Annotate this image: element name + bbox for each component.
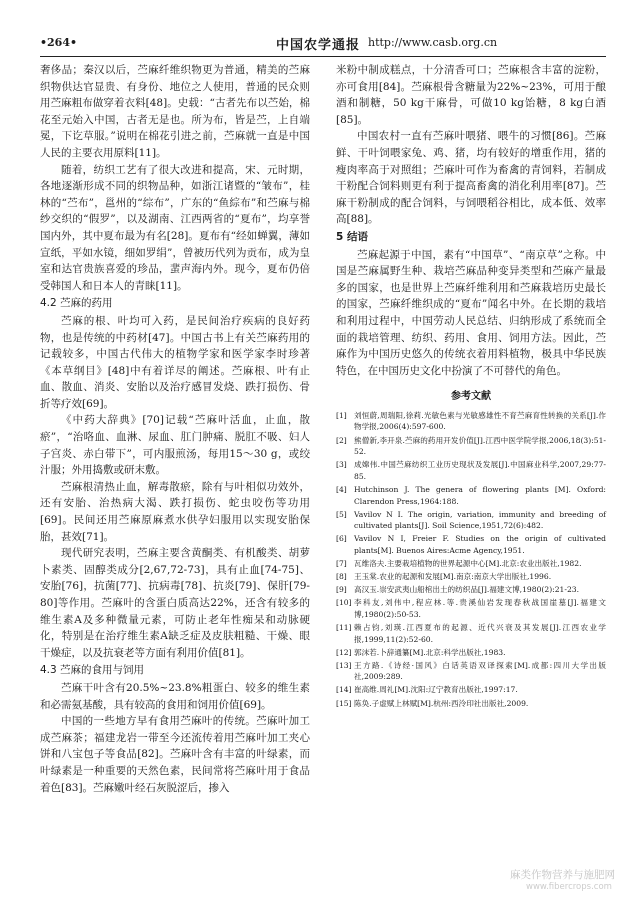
reference-number: [1]	[336, 410, 347, 420]
paragraph: 奢侈品；秦汉以后，苎麻纤维织物更为普通，精美的苎麻织物供达官显贵、有身份、地位之人使用，普通的民众则用苎麻粗布做穿着衣料[48]。史载：“古者先布以苎始，棉花至元始入中国，古者无是也。所为布，皆是苎，上自端冕，下讫草服。”说明在棉花引进之前，苎麻就一直是中国人民的主要衣用原料[11]。	[40, 64, 310, 159]
reference-text: 陈奂.子虚赋上林赋[M].杭州:西泠印社出版社,2009.	[354, 698, 529, 708]
reference-text: Hutchinson J. The genera of flowering plants [M]. Oxford: Clarendon Press,1964:188.	[354, 484, 606, 506]
paragraph: 苎麻干叶含有20.5%~23.8%粗蛋白、较多的维生素和必需氨基酸，具有较高的食用和饲用价值[69]。	[40, 681, 310, 711]
reference-item	[336, 459, 606, 482]
reference-item	[336, 698, 606, 710]
reference-item	[336, 597, 606, 620]
paragraph: 中国农村一直有苎麻叶喂猪、喂牛的习惯[86]。苎麻鲜、干叶饲喂家兔、鸡、猪，均有较好的增重作用，猪的瘦肉率高于对照组；苎麻叶可作为畜禽的青饲料，若制成干粉配合饲料则更有利于提高畜禽的消化利用率[87]。苎麻干粉制成的配合饲料，与饲喂稻谷相比，成本低、效率高[88]。	[336, 130, 606, 226]
page-header	[40, 36, 606, 54]
reference-item	[336, 484, 606, 507]
reference-text: 赖占钧,刘瑛.江西夏布的起源、近代兴衰及其发展[J].江西农业学报,1999,11(2):52-60.	[354, 622, 606, 644]
paragraph: 米粉中制成糕点，十分清香可口；苎麻根含丰富的淀粉，亦可食用[84]。苎麻根骨含糖量为22%~23%，可用于酿酒和制糖，50 kg干麻骨，可做10 kg饴糖，8 kg白酒[85]。	[336, 64, 606, 126]
right-column	[336, 62, 606, 711]
reference-number: [8]	[336, 572, 347, 582]
reference-item	[336, 435, 606, 458]
reference-number: [14]	[336, 685, 352, 695]
reference-number: [11]	[336, 622, 352, 632]
reference-item	[336, 558, 606, 570]
reference-number: [6]	[336, 534, 347, 544]
reference-text: 熊僧新,李开泉.苎麻的药用开发价值[J].江西中医学院学报,2006,18(3):51-52.	[354, 435, 606, 457]
reference-number: [3]	[336, 460, 347, 470]
section-heading: 4.2 苎麻的药用	[40, 297, 113, 310]
section-heading: 4.3 苎麻的食用与饲用	[40, 664, 145, 677]
reference-item	[336, 622, 606, 645]
page-number: •264•	[40, 36, 78, 49]
reference-text: 成嫦伟.中国苎麻纺织工业历史现状及发展[J].中国麻业科学,2007,29:77-85.	[354, 460, 606, 481]
reference-text: 郭沫若.卜辞通纂[M].北京:科学出版社,1983.	[354, 647, 506, 657]
reference-number: [12]	[336, 647, 352, 657]
reference-number: [4]	[336, 484, 347, 494]
reference-number: [10]	[336, 598, 352, 608]
reference-item	[336, 571, 606, 583]
reference-text: 瓦维洛夫.主要栽培植物的世界起源中心[M].北京:农业出版社,1982.	[354, 559, 582, 568]
paragraph: 苎麻根清热止血，解毒散瘀，除有与叶相似功效外，还有安胎、治热病大渴、跌打损伤、蛇虫咬伤等功用[69]。民间还用苎麻原麻煮水供孕妇服用以实现安胎保胎，甚效[71]。	[40, 480, 310, 543]
paragraph: 《中药大辞典》[70]记载“苎麻叶活血，止血，散瘀”，“治咯血、血淋、尿血、肛门肿痛、脱肛不吸、妇人子宫炎、赤白带下”，可内服煎汤，每用15～30 g，或绞汁服；外用捣敷或研末敷。	[40, 414, 310, 477]
reference-number: [15]	[336, 698, 352, 708]
reference-text: 李科友,刘伟中,程应林.等.贵溪仙岩发现春秋战国崖墓[J].福建文博,1980(2):50-53.	[354, 598, 606, 619]
reference-text: 王方路.《诗经·国风》白话英语双译探索[M].成都:四川大学出版社,2009:289.	[354, 660, 606, 682]
paragraph: 苎麻起源于中国，素有“中国草”、“南京草”之称。中国是苎麻属野生种、栽培苎麻品种变异类型和苎麻产量最多的国家，也是世界上苎麻纤维利用和苎麻栽培历史最长的国家，苎麻纤维织成的“夏布”闻名中外。在长期的栽培和利用过程中，中国劳动人民总结、归纳形成了系统而全面的栽培管理、纺织、药用、食用、饲用方法。因此，苎麻作为中国历史悠久的传统衣着用料植物，极具中华民族特色，在中国历史文化中扮演了不可替代的角色。	[336, 248, 606, 377]
reference-number: [13]	[336, 660, 352, 670]
reference-item	[336, 684, 606, 696]
reference-text: Vavilov N I, Freier F. Studies on the origin of cultivated plants[M]. Buenos Aires:Acme Agency,1951.	[354, 534, 606, 555]
header-rule	[40, 56, 606, 57]
reference-item	[336, 584, 606, 596]
watermark-text: 麻类作物营养与施肥网	[510, 869, 615, 881]
reference-number: [9]	[336, 585, 347, 595]
references-title: 参考文献	[451, 391, 491, 403]
reference-item	[336, 533, 606, 556]
reference-item	[336, 509, 606, 532]
journal-url: http://www.casb.org.cn	[368, 36, 498, 49]
left-column	[40, 62, 310, 796]
reference-text: 高汉玉.崇安武夷山船棺出土的纺织品[J].福建文博,1980(2):21-23.	[354, 585, 580, 595]
journal-name: 中国农学通报	[276, 38, 361, 53]
reference-text: 崔高维.周礼[M].沈阳:辽宁教育出版社,1997:17.	[354, 685, 518, 695]
watermark-url: www.fibercrops.com	[526, 882, 612, 892]
reference-item	[336, 647, 606, 659]
paragraph: 中国的一些地方早有食用苎麻叶的传统。苎麻叶加工成苎麻茶；福建龙岩一带至今还流传着用苎麻叶加工夹心饼和八宝包子等食品[82]。苎麻叶含有丰富的叶绿素，而叶绿素是一种重要的天然色素，民间常将苎麻叶用于食品着色[83]。苎麻嫩叶经石灰脱涩后，掺入	[40, 715, 310, 794]
reference-text: Vavilov N I. The origin, variation, immunity and breeding of cultivated plants[J]. Soil Science,1951,72(6):482.	[354, 509, 606, 531]
paragraph: 苎麻的根、叶均可入药，是民间治疗疾病的良好药物，也是传统的中药材[47]。中国古书上有关苎麻药用的记载较多，中国古代伟大的植物学家和医学家李时珍著《本草纲目》[48]中有着详尽的阐述。苎麻根、叶有止血、散血、消炎、安胎以及治疗感冒发烧、跌打损伤、骨折等疗效[69]。	[40, 314, 310, 410]
reference-text: 刘恒蔚,周瑞阳,徐莉.光敏色素与光敏感雄性不育苎麻育性转换的关系[J].作物学报,2006(4):597-600.	[354, 410, 606, 432]
reference-item	[336, 660, 606, 683]
references-list	[336, 410, 606, 709]
reference-text: 王玉棠.农业的起源和发展[M].南京:南京大学出版社,1996.	[354, 572, 552, 582]
reference-item	[336, 410, 606, 433]
reference-number: [5]	[336, 509, 347, 519]
section-heading: 5 结语	[336, 230, 368, 243]
paragraph: 随着，纺织工艺有了很大改进和提高，宋、元时期，各地逐渐形成不同的织物品种，如浙江诸暨的“皱布”，桂林的“苎布”，邕州的“综布”，广东的“鱼綜布”和苎麻与棉纱交织的“假罗”，以及湖南、江西两省的“夏布”，均享誉国内外，其中夏布最为有名[28]。夏布有“经如蝉翼，薄如宣纸，平如水镜，细如罗绢”，曾被历代列为贡布，成为皇室和达官贵族喜爱的珍品，蜚声海内外。现今，夏布仍倍受韩国人和日本人的青睐[11]。	[40, 163, 310, 292]
paragraph: 现代研究表明，苎麻主要含黄酮类、有机酸类、胡萝卜素类、固醇类成分[2,67,72-73]，具有止血[74-75]、安胎[76]，抗菌[77]、抗病毒[78]、抗炎[79]、保肝[79-80]等作用。苎麻叶的含蛋白质高达22%，还含有较多的维生素A及多种微量元素，可防止老年性痴呆和动脉硬化，特别是在治疗维生素A缺乏症及皮肤粗糙、干燥、眼干燥症，以及抗衰老等方面有利用价值[81]。	[40, 547, 310, 659]
reference-number: [2]	[336, 435, 347, 445]
reference-number: [7]	[336, 559, 347, 568]
